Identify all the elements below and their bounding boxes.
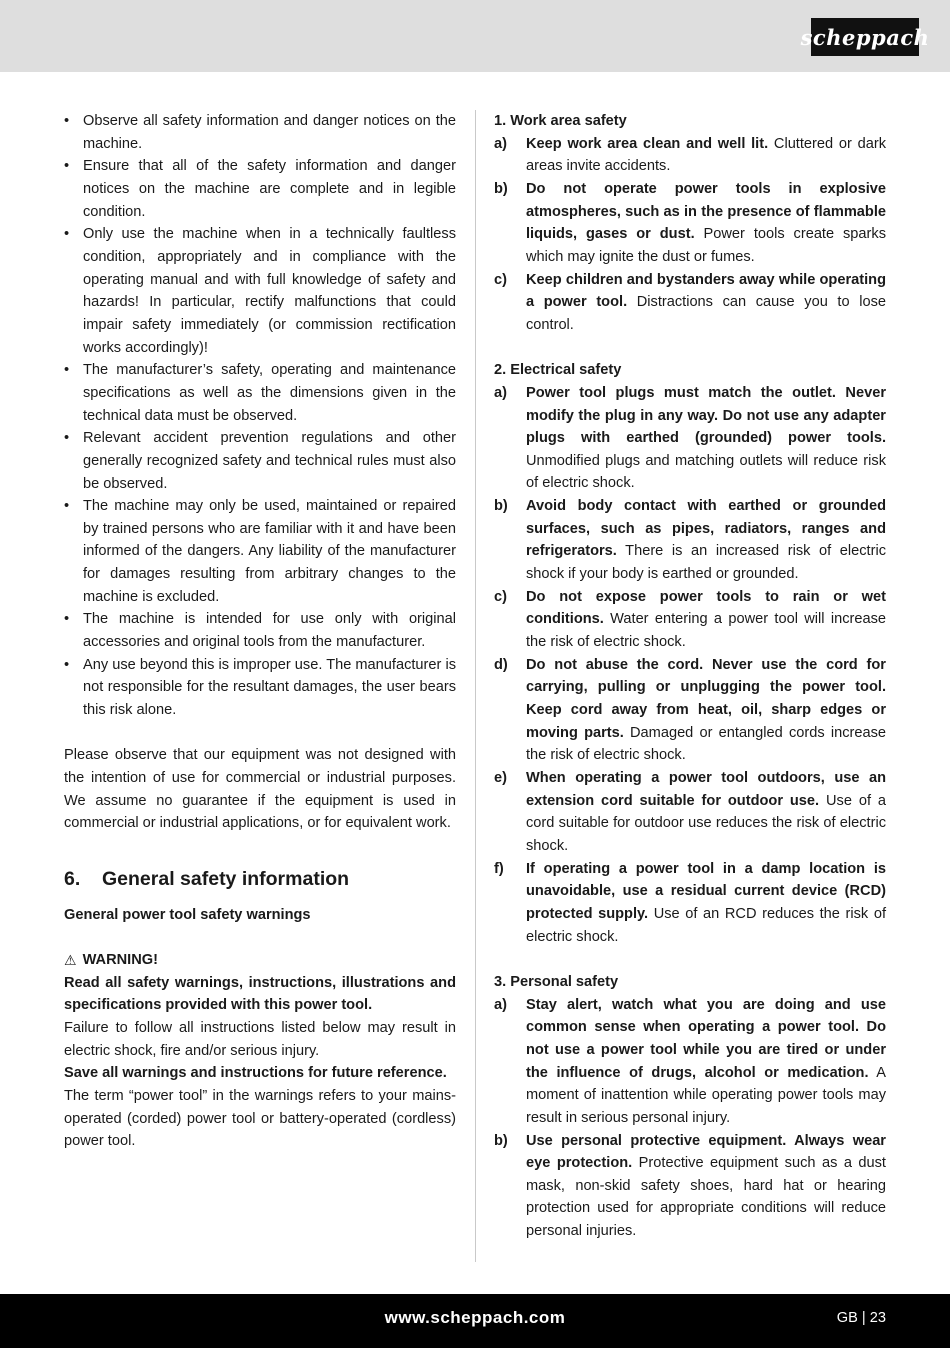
item-bold-text: Stay alert, watch what you are doing and use common sense when operating a power tool. Do not use a power tool while you are tired or under the influence of drugs, alcohol or medication. bbox=[526, 996, 886, 1081]
item-text: There is an increased risk of electric shock if your body is earthed or grounded. bbox=[526, 543, 886, 583]
subheading: General power tool safety warnings bbox=[64, 906, 311, 923]
page-number: GB | 23 bbox=[836, 1310, 886, 1326]
brand-logo bbox=[800, 18, 930, 56]
item-text: Use of an RCD reduces the risk of electric shock. bbox=[526, 905, 886, 945]
item-bold-text: Keep work area clean and well lit. bbox=[526, 135, 769, 152]
section-subtitle: 2. Electrical safety bbox=[494, 362, 622, 379]
item-bold-text: Do not operate power tools in explosive atmospheres, such as in the presence of flammable liquids, gases or dust. bbox=[526, 180, 886, 243]
item-text: Water entering a power tool will increase the risk of electric shock. bbox=[526, 611, 886, 651]
item-bold-text: Avoid body contact with earthed or grounded surfaces, such as pipes, radiators, ranges and refrigerators. bbox=[526, 498, 886, 560]
item-letter: a) bbox=[494, 996, 507, 1013]
warning-label: WARNING! bbox=[82, 951, 158, 968]
list-item bbox=[494, 269, 886, 337]
list-item bbox=[494, 858, 886, 949]
item-letter: e) bbox=[494, 770, 507, 787]
list-item: • Only use the machine when in a technically faultless condition, appropriately and in compliance with the operating manual and with full knowledge of safety and hazards! In particular, rectify malfunctions that could impair safety immediately (or commission rectification works accordingly)! bbox=[64, 223, 456, 359]
usage-paragraph: Please observe that our equipment was not designed with the intention of use for commercial or industrial purposes. We assume no guarantee if the equipment is used in commercial or industrial applications, or for equivalent work. bbox=[64, 747, 456, 832]
item-bold-text: Keep children and bystanders away while operating a power tool. bbox=[526, 271, 886, 311]
term-definition-text: The term “power tool” in the warnings refers to your mains-operated (corded) power tool or battery-operated (cordless) power tool. bbox=[64, 1087, 456, 1150]
footer-website-link[interactable]: www.scheppach.com bbox=[384, 1308, 566, 1327]
list-item bbox=[494, 178, 886, 269]
item-bold-text: If operating a power tool in a damp location is unavoidable, use a residual current device (RCD) protected supply. bbox=[526, 860, 886, 922]
header-band bbox=[0, 0, 950, 72]
item-text: Cluttered or dark areas invite accidents. bbox=[526, 135, 886, 175]
item-text: Distractions can cause you to lose control. bbox=[526, 294, 886, 333]
item-text: Power tools create sparks which may ignite the dust or fumes. bbox=[526, 226, 886, 265]
save-warnings-text: Save all warnings and instructions for future reference. bbox=[64, 1065, 447, 1082]
list-item: • Observe all safety information and danger notices on the machine. bbox=[64, 110, 456, 155]
item-letter: f) bbox=[494, 860, 504, 877]
item-letter: b) bbox=[494, 180, 508, 197]
item-text: Unmodified plugs and matching outlets will reduce risk of electric shock. bbox=[526, 452, 886, 492]
item-letter: b) bbox=[494, 1132, 508, 1149]
left-column bbox=[64, 110, 456, 1153]
list-item bbox=[494, 654, 886, 767]
item-letter: a) bbox=[494, 384, 507, 401]
warning-text: Failure to follow all instructions listed below may result in electric shock, fire and/or serious injury. bbox=[64, 1019, 456, 1059]
item-bold-text: Do not expose power tools to rain or wet conditions. bbox=[526, 588, 886, 628]
list-item bbox=[494, 586, 886, 654]
list-item bbox=[494, 495, 886, 586]
section-subtitle: 3. Personal safety bbox=[494, 973, 619, 990]
section-heading bbox=[64, 862, 456, 896]
list-item bbox=[494, 133, 886, 178]
item-text: A moment of inattention while operating power tools may result in serious personal injury. bbox=[526, 1064, 886, 1126]
item-bold-text: Power tool plugs must match the outlet. Never modify the plug in any way. Do not use any adapter plugs with earthed (grounded) power tools. bbox=[526, 384, 886, 447]
list-item bbox=[494, 994, 886, 1130]
footer-bar bbox=[0, 1294, 950, 1348]
item-letter: a) bbox=[494, 135, 507, 152]
list-item: • The manufacturer’s safety, operating and maintenance specifications as well as the dimensions given in the technical data must be observed. bbox=[64, 359, 456, 427]
item-letter: c) bbox=[494, 588, 507, 605]
list-item: • Ensure that all of the safety information and danger notices on the machine are complete and in legible condition. bbox=[64, 155, 456, 223]
list-item: • Relevant accident prevention regulations and other generally recognized safety and technical rules must also be observed. bbox=[64, 427, 456, 495]
right-column bbox=[494, 110, 886, 1243]
list-item: • The machine may only be used, maintained or repaired by trained persons who are familiar with it and have been informed of the dangers. Any liability of the manufacturer for damages resulting from arbitrary changes to the machine is excluded. bbox=[64, 495, 456, 608]
column-divider bbox=[475, 110, 476, 1262]
list-item: • Any use beyond this is improper use. The manufacturer is not responsible for the resultant damages, the user bears this risk alone. bbox=[64, 654, 456, 722]
item-letter: b) bbox=[494, 498, 508, 515]
warning-icon: ⚠ bbox=[64, 951, 77, 968]
item-bold-text: When operating a power tool outdoors, use an extension cord suitable for outdoor use. bbox=[526, 770, 886, 809]
section-title: General safety information bbox=[102, 867, 350, 890]
warning-bold-text: Read all safety warnings, instructions, illustrations and specifications provided with this power tool. bbox=[64, 974, 456, 1014]
list-item: • The machine is intended for use only with original accessories and original tools from the manufacturer. bbox=[64, 608, 456, 653]
item-letter: c) bbox=[494, 271, 507, 288]
item-text: Use of a cord suitable for outdoor use reduces the risk of electric shock. bbox=[526, 792, 887, 854]
list-item bbox=[494, 767, 886, 858]
section-subtitle: 1. Work area safety bbox=[494, 113, 627, 129]
warning-heading bbox=[64, 949, 456, 972]
item-bold-text: Do not abuse the cord. Never use the cord for carrying, pulling or unplugging the power tool. Keep cord away from heat, oil, sharp edges or moving parts. bbox=[526, 656, 886, 741]
list-item bbox=[494, 1130, 886, 1243]
list-item bbox=[494, 382, 886, 495]
item-letter: d) bbox=[494, 656, 508, 673]
section-number: 6. bbox=[64, 867, 81, 890]
brand-logo-text: scheppach bbox=[800, 24, 930, 50]
item-text: Damaged or entangled cords increase the risk of electric shock. bbox=[526, 724, 886, 764]
item-text: Protective equipment such as a dust mask, non-skid safety shoes, hard hat or hearing protection used for appropriate conditions will reduce personal injuries. bbox=[526, 1155, 886, 1240]
item-bold-text: Use personal protective equipment. Always wear eye protection. bbox=[526, 1132, 886, 1172]
